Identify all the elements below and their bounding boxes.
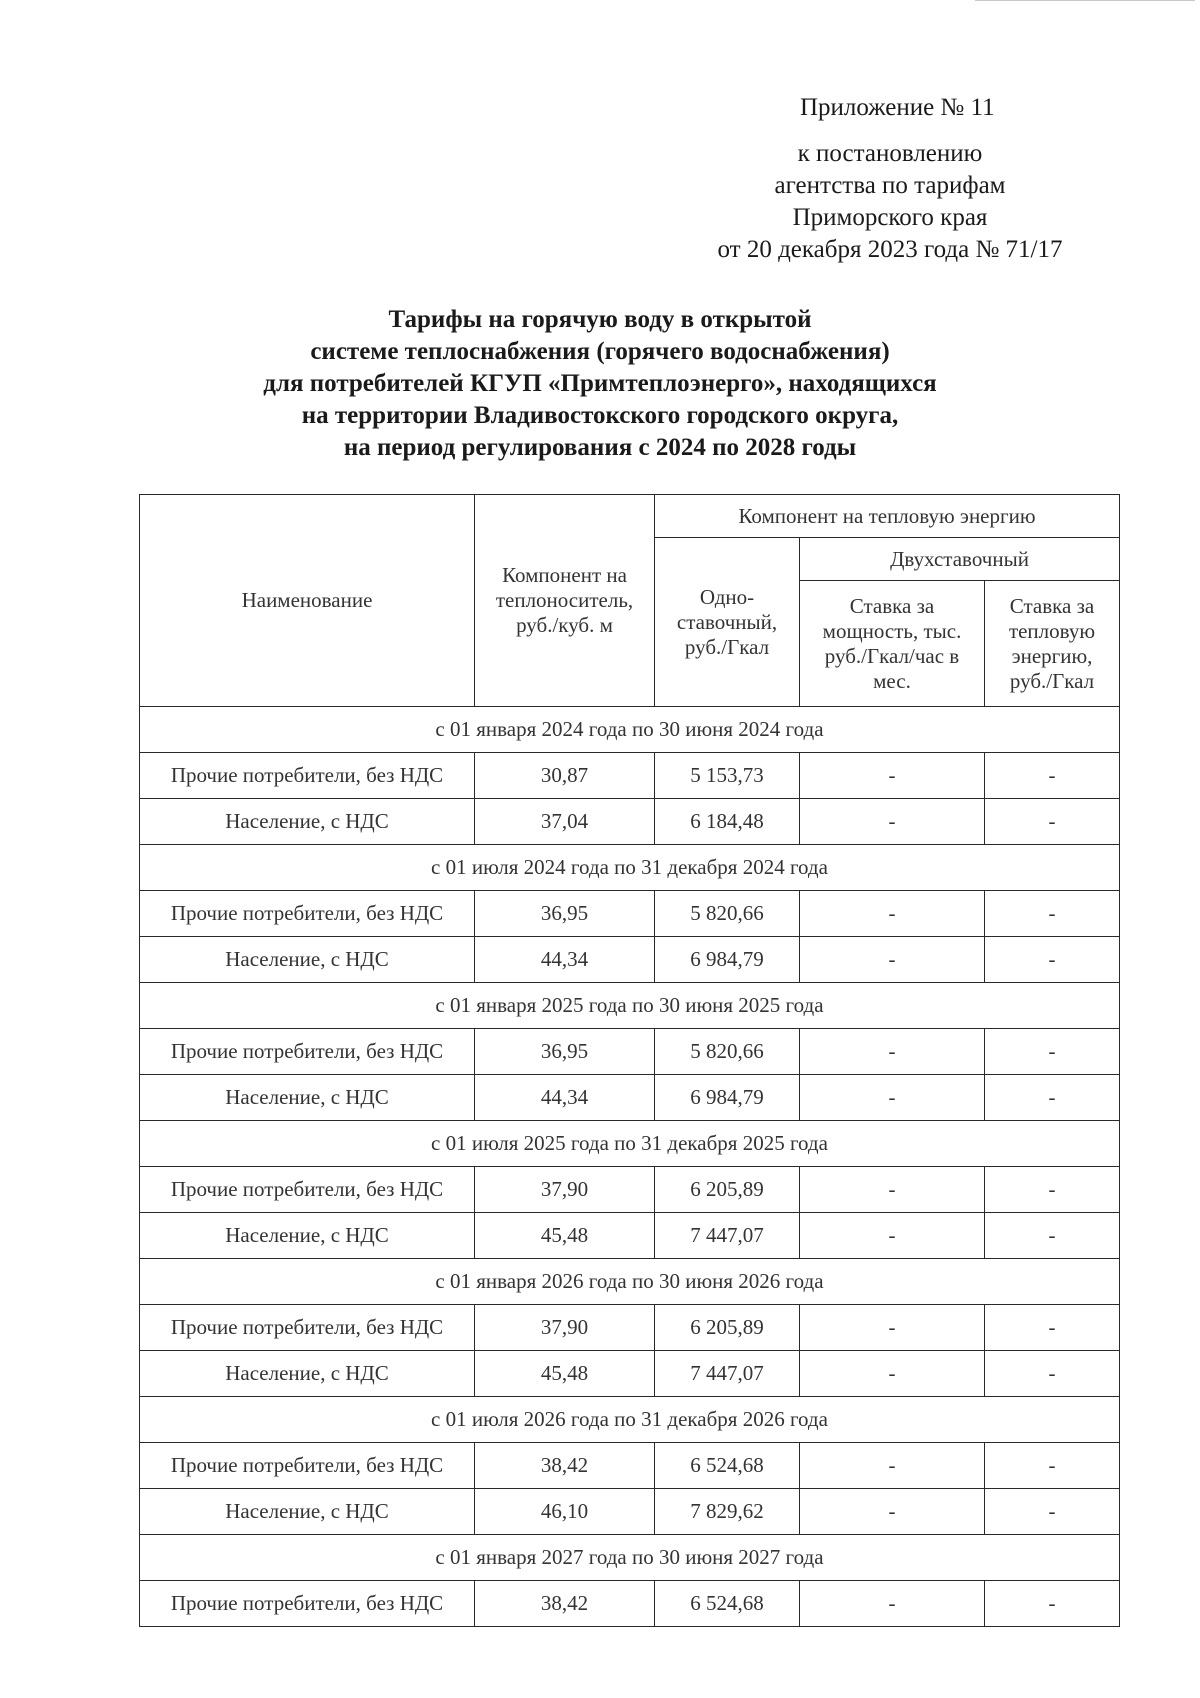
capacity-rate-cell: -: [800, 799, 985, 845]
consumer-name-cell: Население, с НДС: [140, 1351, 475, 1397]
header-single-rate: Одно-ставочный, руб./Гкал: [655, 538, 800, 707]
capacity-rate-cell: -: [800, 891, 985, 937]
consumer-name-cell: Прочие потребители, без НДС: [140, 1029, 475, 1075]
consumer-name-cell: Прочие потребители, без НДС: [140, 753, 475, 799]
carrier-cell: 46,10: [475, 1489, 655, 1535]
energy-rate-cell: -: [985, 1213, 1120, 1259]
consumer-name-cell: Население, с НДС: [140, 799, 475, 845]
energy-rate-cell: -: [985, 1581, 1120, 1627]
energy-rate-cell: -: [985, 1489, 1120, 1535]
single-rate-cell: 6 205,89: [655, 1167, 800, 1213]
table-row: [140, 1489, 1120, 1535]
period-row: [140, 845, 1120, 891]
header-two-part: Двухставочный: [800, 538, 1120, 581]
capacity-rate-cell: -: [800, 1029, 985, 1075]
carrier-cell: 37,90: [475, 1305, 655, 1351]
carrier-cell: 30,87: [475, 753, 655, 799]
energy-rate-cell: -: [985, 1075, 1120, 1121]
header-name: Наименование: [140, 495, 475, 707]
energy-rate-cell: -: [985, 891, 1120, 937]
capacity-rate-cell: -: [800, 753, 985, 799]
carrier-cell: 38,42: [475, 1581, 655, 1627]
capacity-rate-cell: -: [800, 1581, 985, 1627]
capacity-rate-cell: -: [800, 1167, 985, 1213]
period-row: [140, 983, 1120, 1029]
period-label: с 01 июля 2024 года по 31 декабря 2024 года: [140, 845, 1120, 891]
single-rate-cell: 5 153,73: [655, 753, 800, 799]
energy-rate-cell: -: [985, 799, 1120, 845]
appendix-title: Приложение № 11: [800, 94, 995, 121]
single-rate-cell: 5 820,66: [655, 891, 800, 937]
capacity-rate-cell: -: [800, 937, 985, 983]
header-energy-rate: Ставка за тепловую энергию, руб./Гкал: [985, 581, 1120, 707]
capacity-rate-cell: -: [800, 1443, 985, 1489]
table-header: [140, 495, 1120, 707]
table-row: [140, 1029, 1120, 1075]
period-label: с 01 января 2027 года по 30 июня 2027 года: [140, 1535, 1120, 1581]
period-row: [140, 707, 1120, 753]
carrier-cell: 38,42: [475, 1443, 655, 1489]
single-rate-cell: 6 205,89: [655, 1305, 800, 1351]
table-row: [140, 1351, 1120, 1397]
consumer-name-cell: Прочие потребители, без НДС: [140, 891, 475, 937]
table-row: [140, 1581, 1120, 1627]
appendix-line: агентства по тарифам: [774, 172, 1006, 199]
single-rate-cell: 7 447,07: [655, 1213, 800, 1259]
title-line: на период регулирования с 2024 по 2028 годы: [343, 434, 857, 461]
consumer-name-cell: Население, с НДС: [140, 1075, 475, 1121]
header-thermal: Компонент на тепловую энергию: [655, 495, 1120, 538]
single-rate-cell: 7 829,62: [655, 1489, 800, 1535]
energy-rate-cell: -: [985, 1443, 1120, 1489]
period-label: с 01 января 2025 года по 30 июня 2025 года: [140, 983, 1120, 1029]
consumer-name-cell: Прочие потребители, без НДС: [140, 1305, 475, 1351]
consumer-name-cell: Население, с НДС: [140, 1213, 475, 1259]
period-row: [140, 1535, 1120, 1581]
carrier-cell: 44,34: [475, 937, 655, 983]
energy-rate-cell: -: [985, 1167, 1120, 1213]
carrier-cell: 44,34: [475, 1075, 655, 1121]
table-row: [140, 1213, 1120, 1259]
single-rate-cell: 6 984,79: [655, 937, 800, 983]
tariff-table: [139, 494, 1120, 1627]
capacity-rate-cell: -: [800, 1489, 985, 1535]
document-title: [200, 304, 1000, 464]
energy-rate-cell: -: [985, 937, 1120, 983]
table-row: [140, 937, 1120, 983]
capacity-rate-cell: -: [800, 1075, 985, 1121]
capacity-rate-cell: -: [800, 1351, 985, 1397]
title-line: Тарифы на горячую воду в открытой: [388, 306, 812, 333]
carrier-cell: 37,90: [475, 1167, 655, 1213]
appendix-block: [640, 92, 1140, 266]
single-rate-cell: 7 447,07: [655, 1351, 800, 1397]
capacity-rate-cell: -: [800, 1305, 985, 1351]
header-capacity-rate: Ставка за мощность, тыс. руб./Гкал/час в мес.: [800, 581, 985, 707]
carrier-cell: 36,95: [475, 1029, 655, 1075]
appendix-line: к постановлению: [797, 140, 983, 167]
period-label: с 01 июля 2025 года по 31 декабря 2025 года: [140, 1121, 1120, 1167]
period-row: [140, 1259, 1120, 1305]
energy-rate-cell: -: [985, 753, 1120, 799]
appendix-line: от 20 декабря 2023 года № 71/17: [717, 236, 1063, 263]
period-label: с 01 июля 2026 года по 31 декабря 2026 года: [140, 1397, 1120, 1443]
title-line: для потребителей КГУП «Примтеплоэнерго», находящихся: [263, 370, 937, 397]
scan-edge-line: [975, 0, 1195, 1]
single-rate-cell: 6 524,68: [655, 1443, 800, 1489]
energy-rate-cell: -: [985, 1351, 1120, 1397]
carrier-cell: 37,04: [475, 799, 655, 845]
table-row: [140, 799, 1120, 845]
title-line: системе теплоснабжения (горячего водоснабжения): [310, 338, 890, 365]
carrier-cell: 45,48: [475, 1213, 655, 1259]
appendix-line: Приморского края: [792, 204, 988, 231]
single-rate-cell: 6 524,68: [655, 1581, 800, 1627]
consumer-name-cell: Население, с НДС: [140, 937, 475, 983]
single-rate-cell: 6 984,79: [655, 1075, 800, 1121]
consumer-name-cell: Население, с НДС: [140, 1489, 475, 1535]
table-row: [140, 891, 1120, 937]
table-row: [140, 1443, 1120, 1489]
energy-rate-cell: -: [985, 1029, 1120, 1075]
consumer-name-cell: Прочие потребители, без НДС: [140, 1167, 475, 1213]
period-row: [140, 1121, 1120, 1167]
header-carrier: Компонент на теплоноситель, руб./куб. м: [475, 495, 655, 707]
table-row: [140, 753, 1120, 799]
table-row: [140, 1305, 1120, 1351]
single-rate-cell: 5 820,66: [655, 1029, 800, 1075]
title-line: на территории Владивостокского городского округа,: [301, 402, 899, 429]
energy-rate-cell: -: [985, 1305, 1120, 1351]
carrier-cell: 45,48: [475, 1351, 655, 1397]
capacity-rate-cell: -: [800, 1213, 985, 1259]
period-row: [140, 1397, 1120, 1443]
period-label: с 01 января 2026 года по 30 июня 2026 года: [140, 1259, 1120, 1305]
period-label: с 01 января 2024 года по 30 июня 2024 года: [140, 707, 1120, 753]
table-row: [140, 1075, 1120, 1121]
consumer-name-cell: Прочие потребители, без НДС: [140, 1581, 475, 1627]
carrier-cell: 36,95: [475, 891, 655, 937]
table-row: [140, 1167, 1120, 1213]
consumer-name-cell: Прочие потребители, без НДС: [140, 1443, 475, 1489]
table-body: [140, 707, 1120, 1627]
single-rate-cell: 6 184,48: [655, 799, 800, 845]
